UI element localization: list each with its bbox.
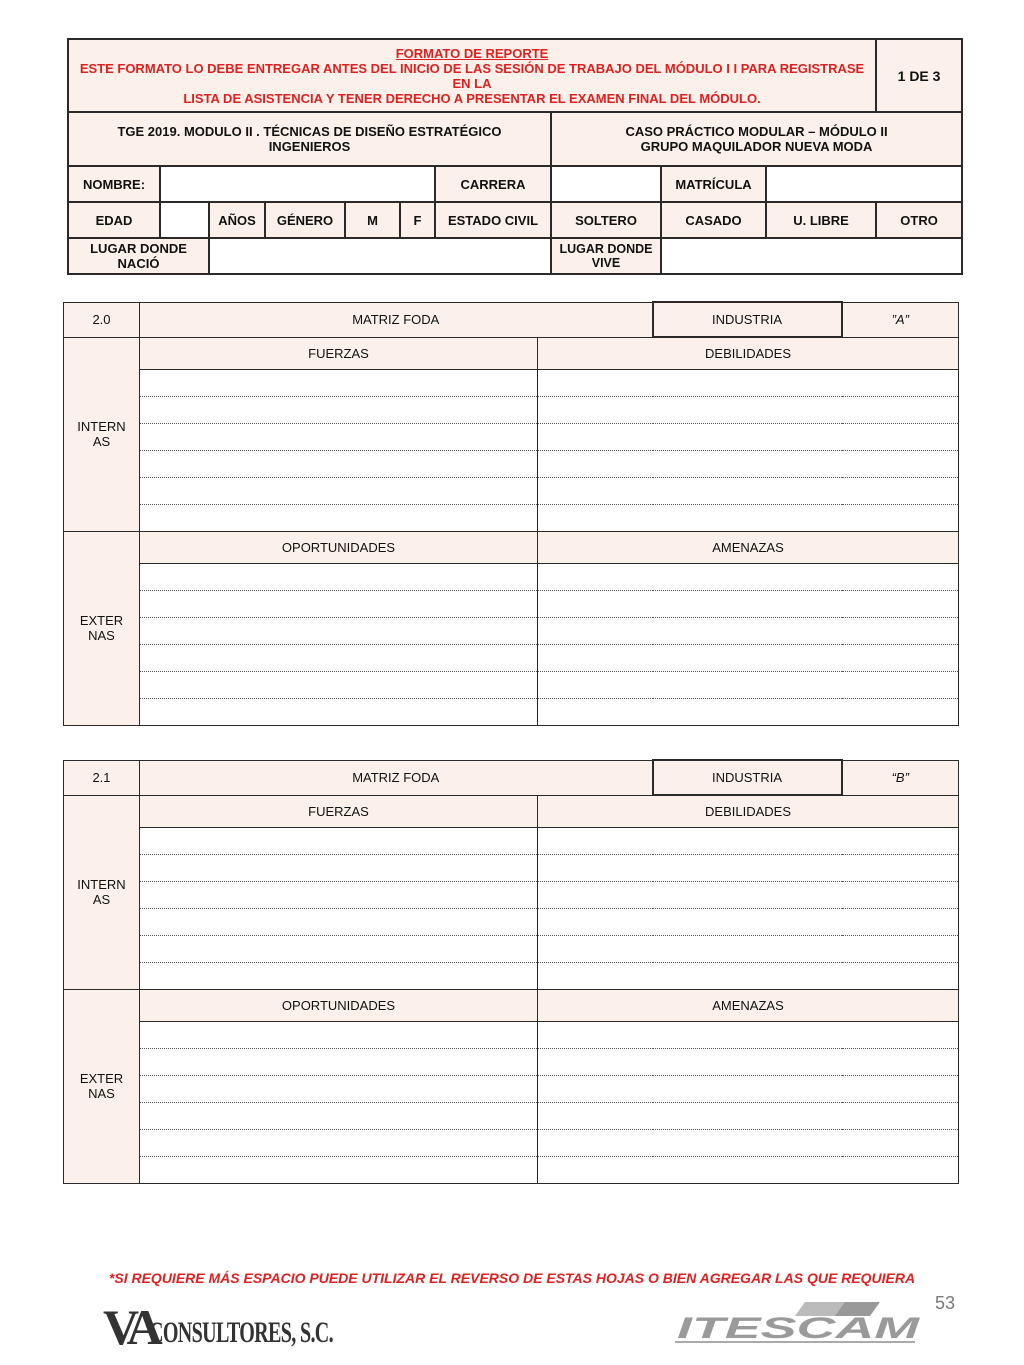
debilidades-line[interactable]	[538, 450, 959, 477]
lugar-nacio-field[interactable]	[209, 238, 551, 274]
lugar-vive-field[interactable]	[661, 238, 962, 274]
debilidades-line[interactable]	[538, 504, 959, 531]
internas-line-1: INTERN	[77, 419, 126, 434]
oportunidades-line[interactable]	[140, 563, 538, 590]
externas-line-1: EXTER	[79, 613, 124, 628]
otro-option[interactable]: OTRO	[876, 202, 962, 238]
oportunidades-line[interactable]	[140, 698, 538, 725]
oportunidades-line[interactable]	[140, 1021, 538, 1048]
amenazas-line[interactable]	[538, 1129, 959, 1156]
fuerzas-line[interactable]	[140, 854, 538, 881]
nombre-label: NOMBRE:	[68, 166, 160, 202]
debilidades-line[interactable]	[538, 827, 959, 854]
debilidades-line[interactable]	[538, 881, 959, 908]
itescam-logo-image	[675, 1298, 925, 1348]
fuerzas-line[interactable]	[140, 450, 538, 477]
student-info-table	[67, 38, 963, 275]
course-cell	[68, 112, 551, 166]
course-line-2: INGENIEROS	[268, 139, 351, 154]
externas-label	[64, 989, 140, 1183]
va-consultores-logo	[103, 1296, 343, 1362]
genero-m-option[interactable]: M	[345, 202, 400, 238]
case-line-2: GRUPO MAQUILADOR NUEVA MODA	[640, 139, 873, 154]
anos-label: AÑOS	[209, 202, 265, 238]
amenazas-line[interactable]	[538, 617, 959, 644]
fuerzas-line[interactable]	[140, 477, 538, 504]
genero-f-option[interactable]: F	[400, 202, 435, 238]
debilidades-line[interactable]	[538, 854, 959, 881]
soltero-option[interactable]: SOLTERO	[551, 202, 661, 238]
matrix-title: MATRIZ FODA	[140, 760, 653, 795]
amenazas-line[interactable]	[538, 1156, 959, 1183]
nombre-field[interactable]	[160, 166, 435, 202]
svg-text:ITESCAM: ITESCAM	[677, 1312, 921, 1345]
oportunidades-line[interactable]	[140, 644, 538, 671]
internas-label	[64, 337, 140, 531]
course-line-1: TGE 2019. MODULO II . TÉCNICAS DE DISEÑO ESTRATÉGICO	[117, 124, 502, 139]
debilidades-line[interactable]	[538, 935, 959, 962]
amenazas-line[interactable]	[538, 563, 959, 590]
amenazas-header: AMENAZAS	[538, 989, 959, 1021]
fuerzas-line[interactable]	[140, 827, 538, 854]
amenazas-line[interactable]	[538, 644, 959, 671]
report-title: FORMATO DE REPORTE	[395, 45, 549, 61]
svg-text:CONSULTORES, S.C.: CONSULTORES, S.C.	[149, 1316, 334, 1349]
page-of-label: 1 DE 3	[876, 39, 962, 112]
matrix-title: MATRIZ FODA	[140, 302, 653, 337]
industry-value: “B”	[842, 760, 959, 795]
amenazas-line[interactable]	[538, 698, 959, 725]
internas-line-1: INTERN	[77, 877, 126, 892]
externas-label	[64, 531, 140, 725]
fuerzas-header: FUERZAS	[140, 337, 538, 369]
fuerzas-line[interactable]	[140, 423, 538, 450]
oportunidades-line[interactable]	[140, 1129, 538, 1156]
oportunidades-header: OPORTUNIDADES	[140, 531, 538, 563]
case-cell	[551, 112, 962, 166]
estado-civil-label: ESTADO CIVIL	[435, 202, 551, 238]
amenazas-line[interactable]	[538, 1075, 959, 1102]
carrera-field[interactable]	[551, 166, 661, 202]
fuerzas-line[interactable]	[140, 504, 538, 531]
amenazas-line[interactable]	[538, 1102, 959, 1129]
debilidades-line[interactable]	[538, 396, 959, 423]
externas-line-2: NAS	[88, 628, 115, 643]
edad-label: EDAD	[68, 202, 160, 238]
case-line-1: CASO PRÁCTICO MODULAR – MÓDULO II	[625, 124, 888, 139]
matricula-label: MATRÍCULA	[661, 166, 766, 202]
internas-label	[64, 795, 140, 989]
lugar-vive-label: LUGAR DONDE VIVE	[551, 238, 661, 274]
oportunidades-line[interactable]	[140, 1075, 538, 1102]
industry-label: INDUSTRIA	[653, 302, 842, 337]
amenazas-line[interactable]	[538, 671, 959, 698]
report-format-header	[68, 39, 876, 112]
amenazas-line[interactable]	[538, 590, 959, 617]
internas-line-2: AS	[92, 434, 111, 449]
oportunidades-line[interactable]	[140, 1048, 538, 1075]
carrera-label: CARRERA	[435, 166, 551, 202]
fuerzas-line[interactable]	[140, 962, 538, 989]
foda-matrix-b	[63, 759, 959, 1184]
fuerzas-line[interactable]	[140, 881, 538, 908]
matrix-number: 2.1	[64, 760, 140, 795]
footer-note: *SI REQUIERE MÁS ESPACIO PUEDE UTILIZAR EL REVERSO DE ESTAS HOJAS O BIEN AGREGAR LAS QUE REQUIERA	[108, 1270, 916, 1286]
va-consultores-logo-image	[103, 1296, 343, 1354]
oportunidades-line[interactable]	[140, 590, 538, 617]
oportunidades-line[interactable]	[140, 1156, 538, 1183]
foda-matrix-a	[63, 301, 959, 726]
internas-line-2: AS	[92, 892, 111, 907]
externas-line-1: EXTER	[79, 1071, 124, 1086]
fuerzas-line[interactable]	[140, 369, 538, 396]
debilidades-line[interactable]	[538, 962, 959, 989]
debilidades-header: DEBILIDADES	[538, 795, 959, 827]
amenazas-line[interactable]	[538, 1021, 959, 1048]
page-number: 53	[935, 1293, 956, 1313]
debilidades-line[interactable]	[538, 908, 959, 935]
lugar-nacio-label: LUGAR DONDE NACIÓ	[68, 238, 209, 274]
u-libre-option[interactable]: U. LIBRE	[766, 202, 876, 238]
debilidades-line[interactable]	[538, 369, 959, 396]
oportunidades-line[interactable]	[140, 617, 538, 644]
externas-line-2: NAS	[88, 1086, 115, 1101]
debilidades-line[interactable]	[538, 423, 959, 450]
amenazas-header: AMENAZAS	[538, 531, 959, 563]
genero-label: GÉNERO	[265, 202, 345, 238]
fuerzas-line[interactable]	[140, 935, 538, 962]
fuerzas-header: FUERZAS	[140, 795, 538, 827]
matrix-number: 2.0	[64, 302, 140, 337]
fuerzas-line[interactable]	[140, 396, 538, 423]
casado-option[interactable]: CASADO	[661, 202, 766, 238]
debilidades-line[interactable]	[538, 477, 959, 504]
debilidades-header: DEBILIDADES	[538, 337, 959, 369]
amenazas-line[interactable]	[538, 1048, 959, 1075]
itescam-logo	[675, 1298, 925, 1353]
oportunidades-header: OPORTUNIDADES	[140, 989, 538, 1021]
fuerzas-line[interactable]	[140, 908, 538, 935]
matricula-field[interactable]	[766, 166, 962, 202]
svg-text:VA: VA	[103, 1299, 157, 1355]
oportunidades-line[interactable]	[140, 1102, 538, 1129]
oportunidades-line[interactable]	[140, 671, 538, 698]
industry-label: INDUSTRIA	[653, 760, 842, 795]
report-instructions-1: ESTE FORMATO LO DEBE ENTREGAR ANTES DEL INICIO DE LAS SESIÓN DE TRABAJO DEL MÓDULO I I PARA REGISTRASE EN LA	[79, 60, 865, 91]
report-instructions-2: LISTA DE ASISTENCIA Y TENER DERECHO A PRESENTAR EL EXAMEN FINAL DEL MÓDULO.	[183, 90, 761, 106]
industry-value: ”A”	[842, 302, 959, 337]
edad-field[interactable]	[160, 202, 209, 238]
